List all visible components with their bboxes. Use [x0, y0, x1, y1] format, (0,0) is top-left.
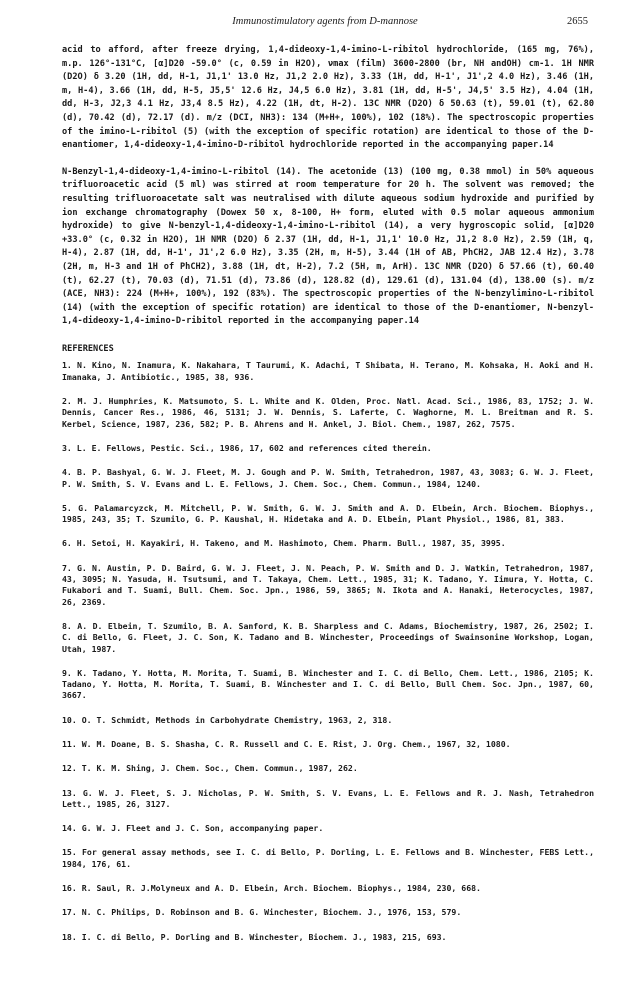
reference-item: 13. G. W. J. Fleet, S. J. Nicholas, P. W. Smith, S. V. Evans, L. E. Fellows and R. J. Nash, Tetrahedron Lett., 1985, 26, 3127. [62, 787, 594, 809]
reference-item: 14. G. W. J. Fleet and J. C. Son, accompanying paper. [62, 823, 324, 834]
reference-item: 17. N. C. Philips, D. Robinson and B. G. Winchester, Biochem. J., 1976, 153, 579. [62, 907, 462, 918]
reference-item: 3. L. E. Fellows, Pestic. Sci., 1986, 17, 602 and references cited therein. [62, 442, 432, 453]
reference-item: 15. For general assay methods, see I. C. di Bello, P. Dorling, L. E. Fellows and B. Winchester, FEBS Lett., 1984, 176, 61. [62, 847, 594, 869]
reference-item: 6. H. Setoi, H. Kayakiri, H. Takeno, and M. Hashimoto, Chem. Pharm. Bull., 1987, 35, 3995. [62, 538, 506, 549]
reference-item: 1. N. Kino, N. Inamura, K. Nakahara, T Taurumi, K. Adachi, T Shibata, H. Terano, M. Kohsaka, H. Aoki and H. Imanaka, J. Antibiotic., 1985, 38, 936. [62, 360, 594, 382]
reference-item: 11. W. M. Doane, B. S. Shasha, C. R. Russell and C. E. Rist, J. Org. Chem., 1967, 32, 1080. [62, 739, 511, 749]
references-heading: REFERENCES [62, 343, 114, 354]
paragraph-n-benzyl-imino-ribitol: N-Benzyl-1,4-dideoxy-1,4-imino-L-ribitol (14). The acetonide (13) (100 mg, 0.38 mmol) in 50% aqueous trifluoroacetic acid (5 ml) was stirred at room temperature for 20 h. The solvent was removed; the resulting trifluoroacetate salt was neutralised with dilute aqueous sodium hydroxide and purified by ion exchange chromatography (Dowex 50 x, 8-100, H+ form, eluted with 0.5 molar aqueous ammonium hydroxide) to give N-benzyl-1,4-dideoxy-1,4-imino-L-ribitol (14), a very hygroscopic solid, [α]D20 +33.0° (c, 0.32 in H2O), 1H NMR (D2O) δ 2.37 (1H, dd, H-1, J1,1' 10.0 Hz, J1,2 8.0 Hz), 2.59 (1H, q, H-4), 2.87 (1H, dd, H-1', J1',2 6.0 Hz), 3.35 (2H, m, H-5), 3.44 (1H of AB, PhCH2, JAB 12.4 Hz), 3.78 (2H, m, H-3 and 1H of PhCH2), 3.88 (1H, dt, H-2), 7.2 (5H, m, ArH). 13C NMR (D2O) δ 57.66 (t), 60.40 (t), 62.27 (t), 70.03 (d), 71.51 (d), 73.86 (d), 128.82 (d), 129.61 (d), 131.04 (d), 138.00 (s). m/z (ACE, NH3): 224 (M+H+, 100%), 192 (83%). The spectroscopic properties of the N-benzylimino-L-ribitol (14) (with the exception of specific rotation) are identical to those of the D-enantiomer, N-benzyl-1,4-dideoxy-1,4-imino-D-ribitol reported in the accompanying paper.14 [62, 166, 594, 327]
reference-item: 10. O. T. Schmidt, Methods in Carbohydrate Chemistry, 1963, 2, 318. [62, 714, 393, 725]
reference-item: 4. B. P. Bashyal, G. W. J. Fleet, M. J. Gough and P. W. Smith, Tetrahedron, 1987, 43, 3083; G. W. J. Fleet, P. W. Smith, S. V. Evans and L. E. Fellows, J. Chem. Soc., Chem. Commun., 1984, 1240. [62, 467, 594, 489]
reference-item: 8. A. D. Elbein, T. Szumilo, B. A. Sanford, K. B. Sharpless and C. Adams, Biochemistry, 1987, 26, 2502; I. C. di Bello, G. Fleet, J. C. Son, K. Tadano and B. Winchester, Proceedings of Swainsonine Workshop, Logan, Utah, 1987. [62, 620, 594, 654]
paragraph-imino-ribitol-hydrochloride: acid to afford, after freeze drying, 1,4-dideoxy-1,4-imino-L-ribitol hydrochloride, (165 mg, 76%), m.p. 126°-131°C, [α]D20 -59.0° (c, 0.59 in H2O), νmax (film) 3600-2800 (br, NH andOH) cm-1. 1H NMR (D2O) δ 3.20 (1H, dd, H-1, J1,1' 13.0 Hz, J1,2 2.0 Hz), 3.33 (1H, dd, H-1', J1',2 4.0 Hz), 3.46 (1H, m, H-4), 3.66 (1H, dd, H-5, J5,5' 12.6 Hz, J4,5 6.0 Hz), 3.81 (1H, dd, H-5', J4,5' 3.5 Hz), 4.04 (1H, dd, H-3, J2,3 4.1 Hz, J3,4 8.5 Hz), 4.22 (1H, dt, H-2). 13C NMR (D2O) δ 50.63 (t), 59.01 (t), 62.80 (d), 70.42 (d), 72.17 (d). m/z (DCI, NH3): 134 (M+H+, 100%), 102 (18%). The spectroscopic properties of the imino-L-ribitol (5) (with the exception of specific rotation) are identical to those of the D-enantiomer, 1,4-dideoxy-1,4-imino-D-ribitol hydrochloride reported in the accompanying paper.14 [62, 45, 594, 151]
reference-item: 7. G. N. Austin, P. D. Baird, G. W. J. Fleet, J. N. Peach, P. W. Smith and D. J. Watkin, Tetrahedron, 1987, 43, 3095; N. Yasuda, H. Tsutsumi, and T. Takaya, Chem. Lett., 1985, 31; K. Tadano, Y. Iimura, Y. Hotta, C. Fukabori and T. Suami, Bull. Chem. Soc. Jpn., 1986, 59, 3865; N. Ikota and A. Hanaki, Heterocycles, 1987, 26, 2369. [62, 562, 594, 607]
reference-item: 18. I. C. di Bello, P. Dorling and B. Winchester, Biochem. J., 1983, 215, 693. [62, 931, 447, 942]
page-number: 2655 [567, 16, 588, 27]
reference-item: 16. R. Saul, R. J.Molyneux and A. D. Elbein, Arch. Biochem. Biophys., 1984, 230, 668. [62, 883, 481, 894]
reference-item: 12. T. K. M. Shing, J. Chem. Soc., Chem. Commun., 1987, 262. [62, 763, 358, 774]
article-body [62, 44, 594, 943]
reference-item: 9. K. Tadano, Y. Hotta, M. Morita, T. Suami, B. Winchester and I. C. di Bello, Chem. Lett., 1986, 2105; K. Tadano, Y. Hotta, M. Morita, T. Suami, B. Winchester and I. C. di Bello, Bull Chem. Soc. Jpn., 1987, 60, 3667. [62, 667, 594, 701]
running-header [62, 16, 588, 30]
reference-item: 5. G. Palamarcyzck, M. Mitchell, P. W. Smith, G. W. J. Smith and A. D. Elbein, Arch. Biochem. Biophys., 1985, 243, 35; T. Szumilo, G. P. Kaushal, H. Hidetaka and A. D. Elbein, Plant Physiol., 1986, 81, 383. [62, 502, 594, 525]
reference-item: 2. M. J. Humphries, K. Matsumoto, S. L. White and K. Olden, Proc. Natl. Acad. Sci., 1986, 83, 1752; J. W. Dennis, Cancer Res., 1986, 46, 5131; J. W. Dennis, S. Laferte, C. Waghorne, M. L. Breitman and R. S. Kerbel, Science, 1987, 236, 582; P. B. Ahrens and H. Ankel, J. Biol. Chem., 1987, 262, 7575. [62, 396, 594, 429]
references-list [62, 360, 594, 943]
running-title: Immunostimulatory agents from D-mannose [232, 16, 418, 27]
